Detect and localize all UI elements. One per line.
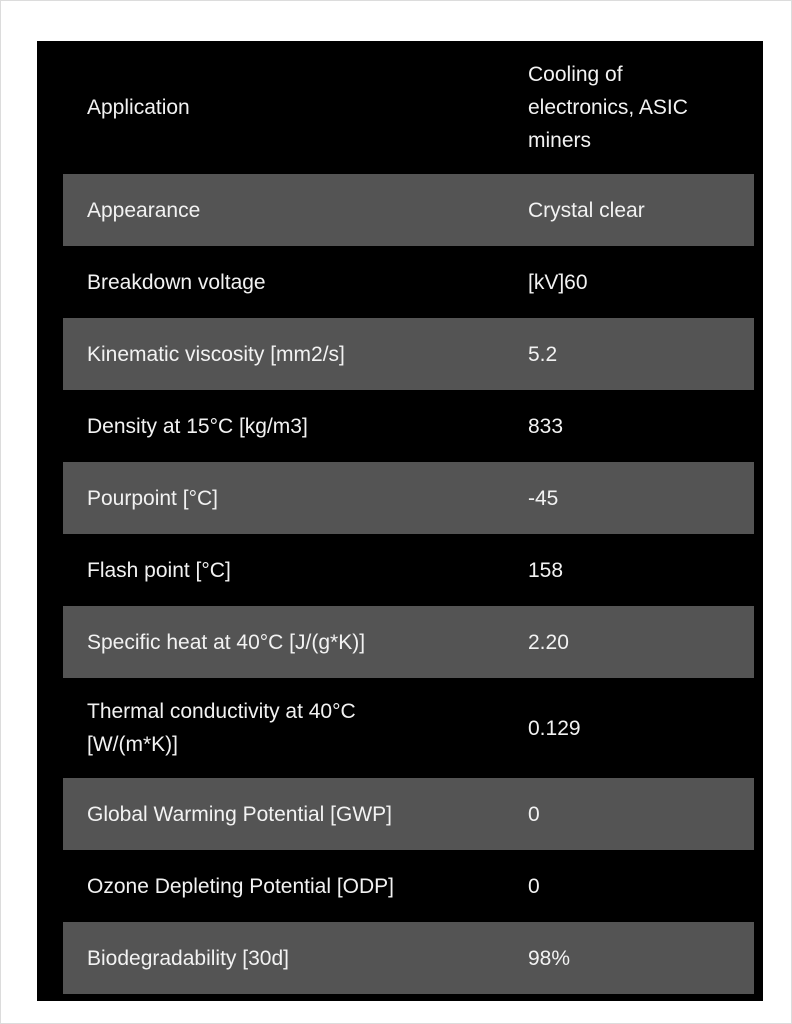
table-row <box>63 850 754 922</box>
property-value: 0 <box>528 874 540 898</box>
property-value: 158 <box>528 558 564 582</box>
property-value: 2.20 <box>528 630 569 654</box>
property-label: Flash point [°C] <box>87 558 231 582</box>
table-row <box>63 678 754 778</box>
property-value-cell <box>504 798 754 831</box>
property-label: Biodegradability [30d] <box>87 946 289 970</box>
property-value: -45 <box>528 486 559 510</box>
table-row <box>63 318 754 390</box>
table-row <box>63 390 754 462</box>
property-label: Ozone Depleting Potential [ODP] <box>87 874 395 898</box>
property-value-cell <box>504 942 754 975</box>
property-label-cell <box>63 194 504 227</box>
table-row <box>63 41 754 174</box>
table-row <box>63 462 754 534</box>
property-value-cell <box>504 194 754 227</box>
property-label: Breakdown voltage <box>87 270 266 294</box>
property-value-cell <box>504 870 754 903</box>
property-value: 0 <box>528 802 540 826</box>
property-label-cell <box>63 482 504 515</box>
property-value-cell <box>504 58 754 157</box>
property-label: Thermal conductivity at 40°C [W/(m*K)] <box>87 700 356 756</box>
property-label-cell <box>63 554 504 587</box>
property-value-cell <box>504 712 754 745</box>
property-label: Global Warming Potential [GWP] <box>87 802 392 826</box>
table-row <box>63 606 754 678</box>
table-row <box>63 246 754 318</box>
property-value-cell <box>504 338 754 371</box>
property-label-cell <box>63 870 504 903</box>
property-label: Kinematic viscosity [mm2/s] <box>87 342 345 366</box>
table-row <box>63 174 754 246</box>
property-label: Specific heat at 40°C [J/(g*K)] <box>87 630 366 654</box>
property-label: Appearance <box>87 198 201 222</box>
spec-table <box>63 41 754 994</box>
property-value: 98% <box>528 946 571 970</box>
property-value: 0.129 <box>528 716 581 740</box>
property-value-cell <box>504 410 754 443</box>
property-value-cell <box>504 626 754 659</box>
property-value: [kV]60 <box>528 270 588 294</box>
property-value: 5.2 <box>528 342 558 366</box>
property-value-cell <box>504 266 754 299</box>
property-label-cell <box>63 91 504 124</box>
table-row <box>63 534 754 606</box>
property-value: Cooling of electronics, ASIC miners <box>528 63 688 152</box>
property-label-cell <box>63 338 504 371</box>
property-label-cell <box>63 626 504 659</box>
property-label: Density at 15°C [kg/m3] <box>87 414 308 438</box>
property-value: 833 <box>528 414 564 438</box>
property-value-cell <box>504 554 754 587</box>
table-row <box>63 922 754 994</box>
property-label: Pourpoint [°C] <box>87 486 218 510</box>
property-label-cell <box>63 942 504 975</box>
property-value: Crystal clear <box>528 198 645 222</box>
property-label-cell <box>63 695 504 761</box>
property-label: Application <box>87 96 190 119</box>
property-label-cell <box>63 266 504 299</box>
property-label-cell <box>63 798 504 831</box>
property-value-cell <box>504 482 754 515</box>
table-row <box>63 778 754 850</box>
spec-table-card <box>37 41 763 1001</box>
property-label-cell <box>63 410 504 443</box>
